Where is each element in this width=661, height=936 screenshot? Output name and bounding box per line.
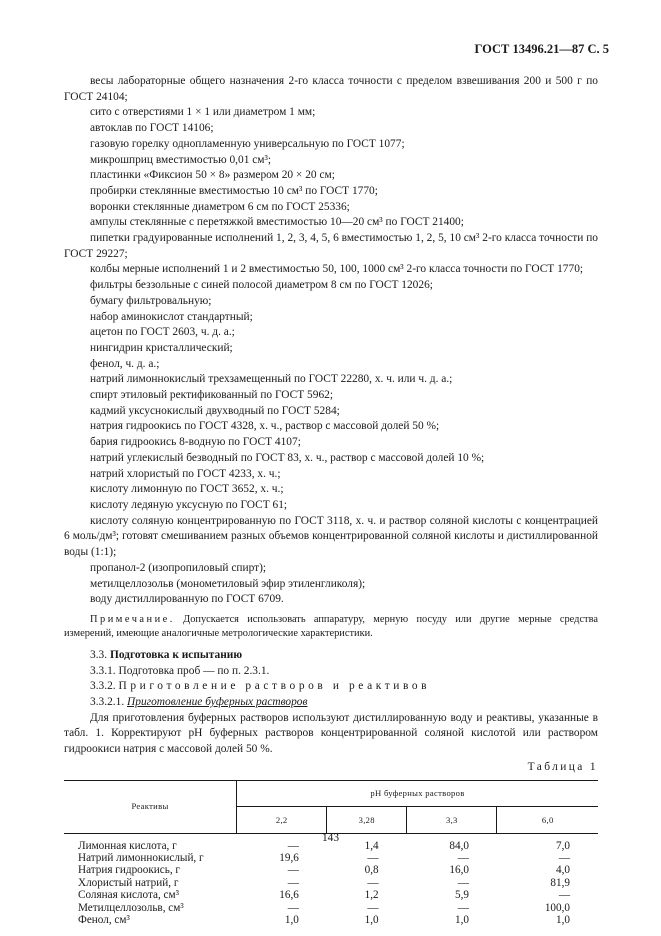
reagent-value: — bbox=[457, 876, 469, 889]
reagent-value: 7,0 bbox=[556, 839, 570, 852]
reagent-name: Натрий лимоннокислый, г bbox=[78, 851, 204, 864]
col-ph: 3,3 bbox=[407, 807, 497, 834]
table-caption: Таблица 1 bbox=[527, 760, 598, 773]
col-ph: 6,0 bbox=[497, 807, 598, 834]
reagent-value: — bbox=[287, 876, 299, 889]
page-content bbox=[64, 74, 598, 926]
text-line: фильтры беззольные с синей полосой диаметром 8 см по ГОСТ 12026; bbox=[90, 279, 433, 292]
table-row bbox=[64, 914, 598, 926]
text-line: кислоту соляную концентрированную по ГОСТ 3118, х. ч. и раствор соляной кислоты с концентрацией 6 моль/дм³; готовят смешиванием разных объемов концентрированной соляной кислоты и дистиллированной воды (1:1); bbox=[64, 514, 598, 559]
note-label: Примечание. bbox=[90, 613, 175, 625]
reagent-value: — bbox=[558, 851, 570, 864]
reagent-value: — bbox=[558, 889, 570, 902]
reagent-name: Метилцеллозольв, см³ bbox=[78, 901, 184, 914]
reagent-value: 1,0 bbox=[455, 913, 469, 926]
reagent-value: 1,0 bbox=[284, 913, 299, 926]
text-line: автоклав по ГОСТ 14106; bbox=[90, 122, 214, 135]
text-line: кадмий уксуснокислый двухводный по ГОСТ 5284; bbox=[90, 404, 340, 417]
reagent-value: 4,0 bbox=[556, 864, 570, 877]
reagent-value: 1,0 bbox=[556, 913, 570, 926]
reagent-value: 16,0 bbox=[449, 864, 469, 877]
text-line: натрия гидроокись по ГОСТ 4328, х. ч., раствор с массовой долей 50 %; bbox=[90, 420, 440, 433]
reagent-name: Натрия гидроокись, г bbox=[78, 864, 181, 877]
text-line: воронки стеклянные диаметром 6 см по ГОСТ 25336; bbox=[90, 200, 350, 213]
reagent-value: — bbox=[287, 839, 299, 852]
reagent-value: 16,6 bbox=[279, 889, 299, 902]
reagent-value: 84,0 bbox=[449, 839, 469, 852]
subsection-3-3-2 bbox=[64, 679, 598, 695]
subsection-title: Приготовление растворов и реактивов bbox=[118, 680, 431, 693]
col-ph-group: pH буферных растворов bbox=[237, 780, 599, 807]
page-header: ГОСТ 13496.21—87 С. 5 bbox=[474, 42, 609, 56]
table-row bbox=[64, 852, 598, 864]
subsection-3-3-1: 3.3.1. Подготовка проб — по п. 2.3.1. bbox=[90, 664, 270, 677]
section-title: Подготовка к испытанию bbox=[109, 648, 243, 661]
text-line: кислоту ледяную уксусную по ГОСТ 61; bbox=[90, 498, 288, 511]
table-row bbox=[64, 864, 598, 876]
text-line: колбы мерные исполнений 1 и 2 вместимостью 50, 100, 1000 см³ 2-го класса точности по ГОСТ 1770; bbox=[90, 263, 584, 276]
col-ph: 3,28 bbox=[327, 807, 407, 834]
section-heading bbox=[64, 648, 598, 664]
text-line: пластинки «Фиксион 50 × 8» размером 20 × 20 см; bbox=[90, 169, 335, 182]
subsection-number: 3.3.2.1. bbox=[90, 696, 125, 709]
reagent-value: 100,0 bbox=[544, 901, 570, 914]
reagent-value: 1,4 bbox=[364, 839, 379, 852]
text-line: микрошприц вместимостью 0,01 см³; bbox=[90, 153, 272, 166]
reagent-value: 1,0 bbox=[364, 913, 379, 926]
section-number: 3.3. bbox=[90, 648, 108, 661]
subsection-title: Приготовление буферных растворов bbox=[127, 696, 308, 709]
text-line: бумагу фильтровальную; bbox=[90, 294, 212, 307]
text-line: фенол, ч. д. а.; bbox=[90, 357, 160, 370]
reagent-value: 5,9 bbox=[455, 889, 469, 902]
text-line: нингидрин кристаллический; bbox=[90, 341, 233, 354]
text-line: пропанол-2 (изопропиловый спирт); bbox=[90, 561, 267, 574]
reagent-value: 19,6 bbox=[279, 851, 299, 864]
col-ph: 2,2 bbox=[237, 807, 327, 834]
reagent-value: — bbox=[287, 901, 299, 914]
reagent-name: Соляная кислота, см³ bbox=[78, 889, 179, 902]
buffer-table bbox=[64, 780, 598, 927]
page-number: 143 bbox=[321, 832, 340, 844]
note bbox=[64, 613, 598, 642]
text-line: ацетон по ГОСТ 2603, ч. д. а.; bbox=[90, 326, 235, 339]
reagent-value: 81,9 bbox=[550, 876, 570, 889]
col-reagents: Реактивы bbox=[64, 780, 237, 833]
text-line: воду дистиллированную по ГОСТ 6709. bbox=[90, 593, 284, 606]
text-line: натрий лимоннокислый трехзамещенный по ГОСТ 22280, х. ч. или ч. д. а.; bbox=[90, 373, 453, 386]
reagent-name: Хлористый натрий, г bbox=[78, 876, 179, 889]
reagent-value: — bbox=[367, 851, 379, 864]
table-row bbox=[64, 877, 598, 889]
text-line: газовую горелку однопламенную универсальную по ГОСТ 1077; bbox=[90, 137, 405, 150]
reagent-value: 0,8 bbox=[364, 864, 379, 877]
text-line: весы лабораторные общего назначения 2-го класса точности с пределом взвешивания 200 и 500 г по ГОСТ 24104; bbox=[64, 75, 598, 103]
paragraph: Для приготовления буферных растворов используют дистиллированную воду и реактивы, указанные в табл. 1. Корректируют pH буферных растворов концентрированной соляной кислотой или раствором гидроокиси натрия с массовой долей 50 %. bbox=[64, 711, 598, 756]
reagent-name: Лимонная кислота, г bbox=[78, 839, 177, 852]
reagent-value: — bbox=[457, 901, 469, 914]
text-line: натрий хлористый по ГОСТ 4233, х. ч.; bbox=[90, 467, 281, 480]
text-line: спирт этиловый ректификованный по ГОСТ 5962; bbox=[90, 389, 333, 402]
subsection-3-3-2-1 bbox=[64, 695, 598, 711]
subsection-number: 3.3.2. bbox=[90, 680, 116, 693]
table-row bbox=[64, 902, 598, 914]
text-line: кислоту лимонную по ГОСТ 3652, х. ч.; bbox=[90, 483, 284, 496]
reagent-name: Фенол, см³ bbox=[78, 913, 130, 926]
reagent-value: — bbox=[287, 864, 299, 877]
text-line: сито с отверстиями 1 × 1 или диаметром 1 мм; bbox=[90, 106, 316, 119]
text-line: пипетки градуированные исполнений 1, 2, 3, 4, 5, 6 вместимостью 1, 2, 5, 10 см³ 2-го класса точности по ГОСТ 29227; bbox=[64, 232, 598, 260]
reagent-value: — bbox=[367, 876, 379, 889]
text-line: ампулы стеклянные с перетяжкой вместимостью 10—20 см³ по ГОСТ 21400; bbox=[90, 216, 464, 229]
note-text: Допускается использовать аппаратуру, мерную посуду или другие мерные средства измерений, имеющие аналогичные метрологические характеристики. bbox=[64, 613, 598, 640]
text-line: метилцеллозольв (монометиловый эфир этиленгликоля); bbox=[90, 577, 366, 590]
text-line: набор аминокислот стандартный; bbox=[90, 310, 253, 323]
text-line: натрий углекислый безводный по ГОСТ 83, х. ч., раствор с массовой долей 10 %; bbox=[90, 451, 485, 464]
table-row bbox=[64, 889, 598, 901]
text-line: пробирки стеклянные вместимостью 10 см³ по ГОСТ 1770; bbox=[90, 184, 378, 197]
reagent-value: — bbox=[367, 901, 379, 914]
reagent-value: — bbox=[457, 851, 469, 864]
reagent-value: 1,2 bbox=[364, 889, 379, 902]
text-line: бария гидроокись 8-водную по ГОСТ 4107; bbox=[90, 436, 301, 449]
